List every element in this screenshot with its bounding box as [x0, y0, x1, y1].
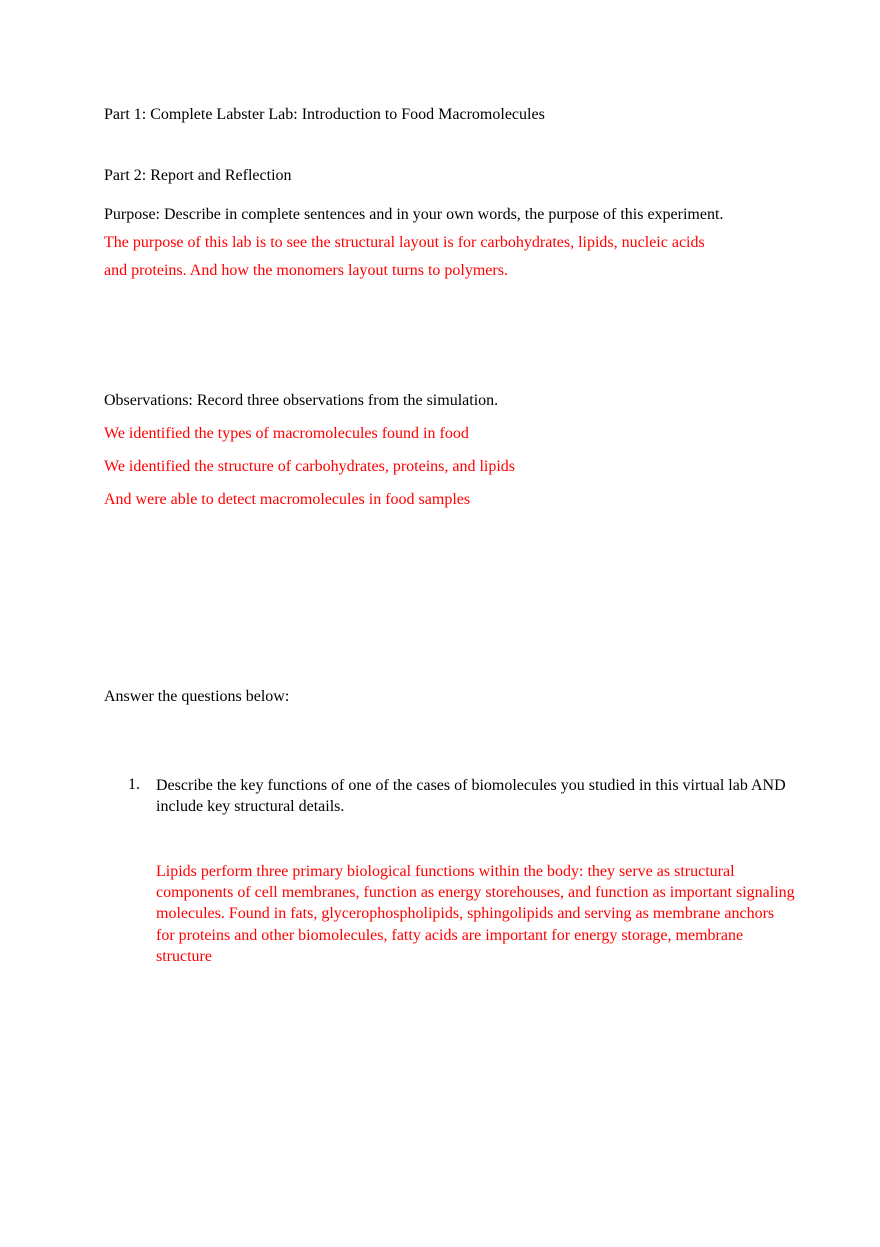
purpose-answer-line-1: The purpose of this lab is to see the structural layout is for carbohydrates, lipids, nucleic acids: [104, 234, 705, 251]
question-number: 1.: [128, 776, 140, 793]
observation-item: We identified the structure of carbohydrates, proteins, and lipids: [104, 458, 516, 475]
purpose-prompt: Purpose: Describe in complete sentences and in your own words, the purpose of this experiment.: [104, 206, 724, 223]
purpose-answer-line-2: and proteins. And how the monomers layout turns to polymers.: [104, 262, 508, 279]
observation-item: And were able to detect macromolecules in food samples: [104, 491, 471, 508]
question-text: Describe the key functions of one of the cases of biomolecules you studied in this virtual lab AND include key structural details.: [156, 777, 786, 815]
part2-heading: Part 2: Report and Reflection: [104, 167, 292, 184]
part1-heading: Part 1: Complete Labster Lab: Introduction to Food Macromolecules: [104, 106, 545, 123]
observations-prompt: Observations: Record three observations from the simulation.: [104, 392, 499, 409]
observation-item: We identified the types of macromolecules found in food: [104, 425, 469, 442]
questions-heading: Answer the questions below:: [104, 688, 290, 705]
question-answer: Lipids perform three primary biological functions within the body: they serve as structural components of cell membranes, function as energy storehouses, and function as important signaling molecules. Found in fats, glycerophospholipids, sphingolipids and serving as membrane anchors for proteins and other biomolecules, fatty acids are important for energy storage, membrane structure: [156, 863, 795, 965]
